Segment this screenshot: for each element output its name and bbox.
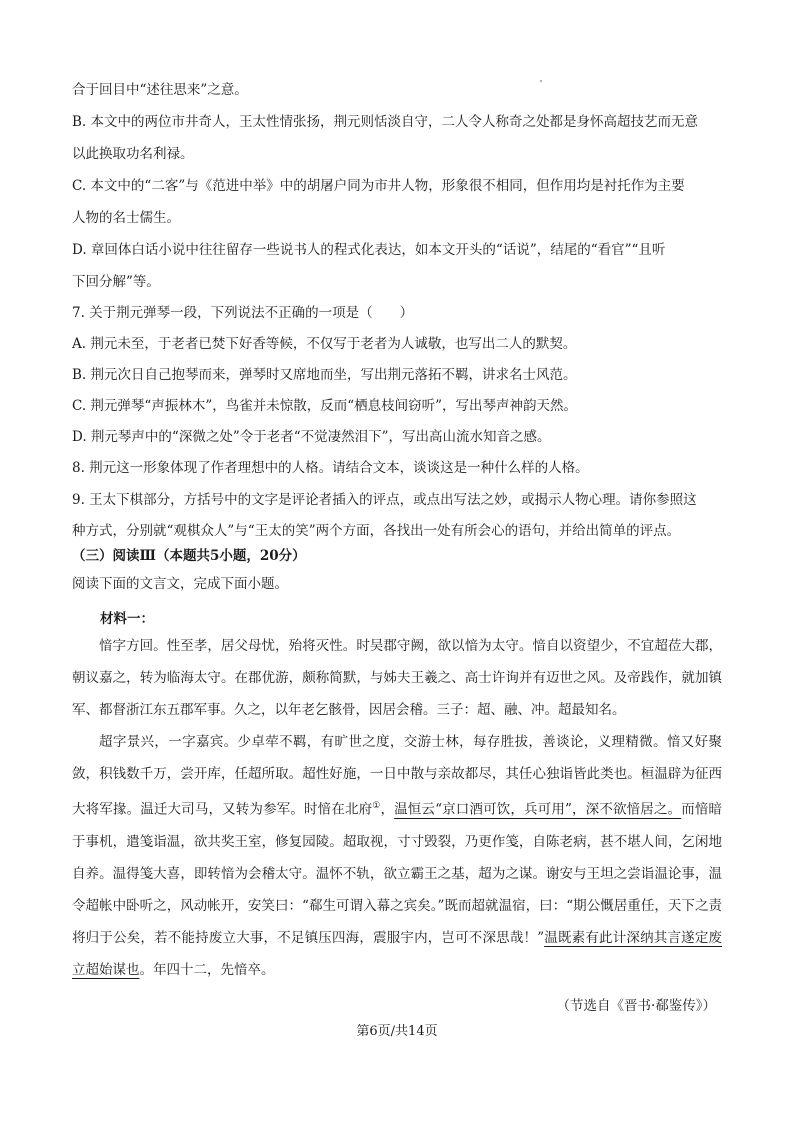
para2-text-c: 而愔暗于事机，遣笺诣温，欲共奖王室，修复园陵。超取视，寸寸毁裂，乃更作笺，自陈老病，甚不堪人间，乞闲地自养。温得笺大喜，即转愔为会稽太守。温怀不轨，欲立霸王之基，超为之谋。谢安与王坦之尝诣温论事，温令超帐中卧听之，风动帐开，安笑曰：“郗生可谓入幕之宾矣。”既而超就温宿，曰：“期公慨居重任，天下之责将归于公矣，若不能持废立大事，不足镇压四海，震服宇内，岂可不深思哉！” xyxy=(72,801,722,946)
option-a-continuation: 合于回目中“述往思来”之意。 xyxy=(72,82,248,98)
underlined-sentence-2: 温既素有此计深纳其言遂定废立超始谋也 xyxy=(72,929,723,978)
option-c-line1: C. 本文中的“二客”与《范进中举》中的胡屠户同为市井人物，形象很不相同，但作用均是衬托作为主要 xyxy=(72,178,685,194)
option-b-line1: B. 本文中的两位市井奇人，王太性情张扬，荆元则恬淡自守，二人令人称奇之处都是身怀高超技艺而无意 xyxy=(72,114,699,130)
option-b-line2: 以此换取功名利禄。 xyxy=(72,146,194,162)
page-number: 第6页/共14页 xyxy=(356,1024,438,1039)
option-c-line2: 人物的名士儒生。 xyxy=(72,210,180,226)
option-d-line2: 下回分解”等。 xyxy=(72,274,160,290)
question-7-option-c: C. 荆元弹琴“声振林木”，鸟雀并未惊散，反而“栖息枝间窃听”，写出琴声神韵天然。 xyxy=(72,398,578,414)
question-8: 8. 荆元这一形象体现了作者理想中的人格。请结合文本，谈谈这是一种什么样的人格。 xyxy=(72,460,589,476)
para2-text-a: 超字景兴，一字嘉宾。少卓荦不羁，有旷世之度，交游士林，每存胜拔，善谈论，义理精微。愔又好聚敛，积钱数千万，尝开库，任超所取。超性好施，一日中散与亲故都尽，其任心独诣皆此类也。桓温辟为征西大将军掾。温迁大司马，又转为参军。时愔在北府 xyxy=(72,734,722,818)
material-paragraph-2 xyxy=(72,726,722,986)
question-7-option-a: A. 荆元未至，于老者已焚下好香等候，不仅写于老者为人诚敬，也写出二人的默契。 xyxy=(72,336,577,352)
question-7-option-b: B. 荆元次日自己抱琴而来，弹琴时又席地而坐，写出荆元落拓不羁，讲求名士风范。 xyxy=(72,367,577,383)
para2-text-d: 。年四十二，先愔卒。 xyxy=(139,961,275,978)
para2-text-b: ， xyxy=(380,801,395,818)
underlined-sentence-1: 温恒云“京口酒可饮，兵可用”，深不欲愔居之。 xyxy=(394,801,682,818)
footnote-marker: ① xyxy=(372,801,381,811)
material-paragraph-1: 愔字方回。性至孝，居父母忧，殆将灭性。时吴郡守阙，欲以愔为太守。愔自以资望少，不宜超莅大郡，朝议嘉之，转为临海太守。在郡优游，颇称简默，与姊夫王羲之、高士许询并有迈世之风。及帝践作，就加镇军、都督浙江东五郡军事。久之，以年老乞骸骨，因居会稽。三子：超、融、冲。超最知名。 xyxy=(72,638,722,718)
option-d-line1: D. 章回体白话小说中往往留存一些说书人的程式化表达，如本文开头的“话说”，结尾的“看官”“且听 xyxy=(72,242,666,258)
source-citation: （节选自《晋书·郗鉴传》） xyxy=(556,997,716,1014)
question-9-line1: 9. 王太下棋部分，方括号中的文字是评论者插入的评点，或点出写法之妙，或揭示人物心理。请你参照这 xyxy=(72,492,697,508)
material-title: 材料一： xyxy=(100,611,154,627)
question-9-line2: 种方式，分别就“观棋众人”与“王太的笑”两个方面，各找出一处有所会心的语句，并给出简单的评点。 xyxy=(72,523,681,539)
question-7-option-d: D. 荆元琴声中的“深微之处”令于老者“不觉凄然泪下”，写出高山流水知音之感。 xyxy=(72,429,551,445)
question-7: 7. 关于荆元弹琴一段，下列说法不正确的一项是（ ） xyxy=(72,305,414,321)
reading-instruction: 阅读下面的文言文，完成下面小题。 xyxy=(72,576,288,592)
section-heading: （三）阅读Ⅲ（本题共5小题，20分） xyxy=(72,548,306,564)
